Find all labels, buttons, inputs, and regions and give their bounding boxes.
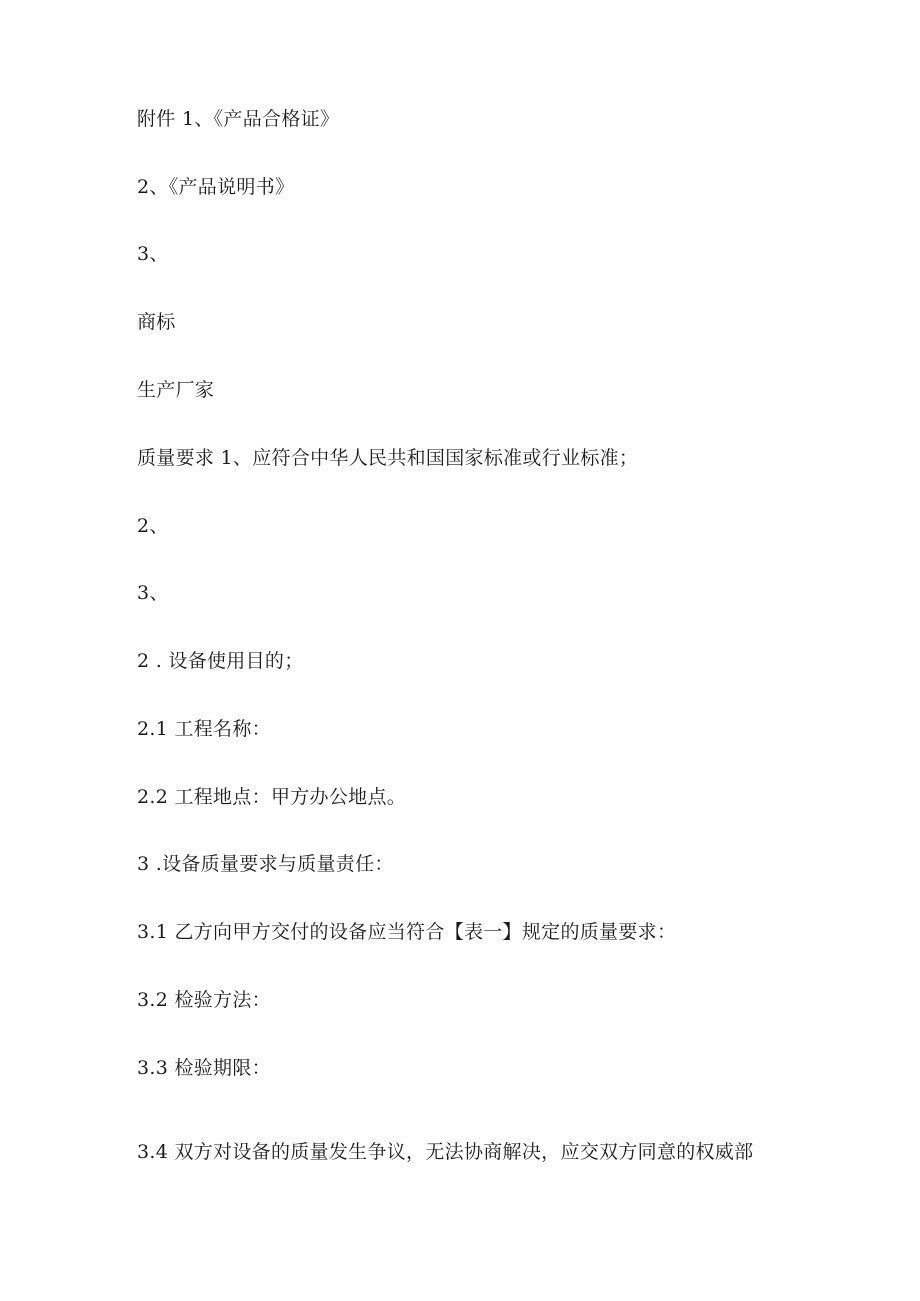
line-attachment-1: 附件 1、《产品合格证》	[137, 108, 340, 130]
clause-2-1: 2.1 工程名称：	[137, 718, 271, 740]
clause-3-2: 3.2 检验方法：	[137, 989, 271, 1011]
line-attachment-2: 2、《产品说明书》	[137, 176, 295, 198]
line-manufacturer: 生产厂家	[137, 379, 215, 401]
clause-3-1: 3.1 乙方向甲方交付的设备应当符合【表一】规定的质量要求：	[137, 921, 677, 943]
clause-3-4: 3.4 双方对设备的质量发生争议，无法协商解决，应交双方同意的权威部	[137, 1141, 754, 1163]
clause-2-2: 2.2 工程地点：甲方办公地点。	[137, 786, 407, 808]
section-2-heading: 2 . 设备使用目的；	[137, 650, 304, 672]
line-trademark: 商标	[137, 311, 176, 333]
clause-3-3: 3.3 检验期限：	[137, 1057, 271, 1079]
section-3-heading: 3 .设备质量要求与质量责任：	[137, 853, 394, 875]
line-quality-requirement-2: 2、	[137, 515, 169, 537]
line-quality-requirement-3: 3、	[137, 582, 169, 604]
line-quality-requirement-1: 质量要求 1、应符合中华人民共和国国家标准或行业标准；	[137, 447, 639, 469]
line-attachment-3: 3、	[137, 243, 169, 265]
